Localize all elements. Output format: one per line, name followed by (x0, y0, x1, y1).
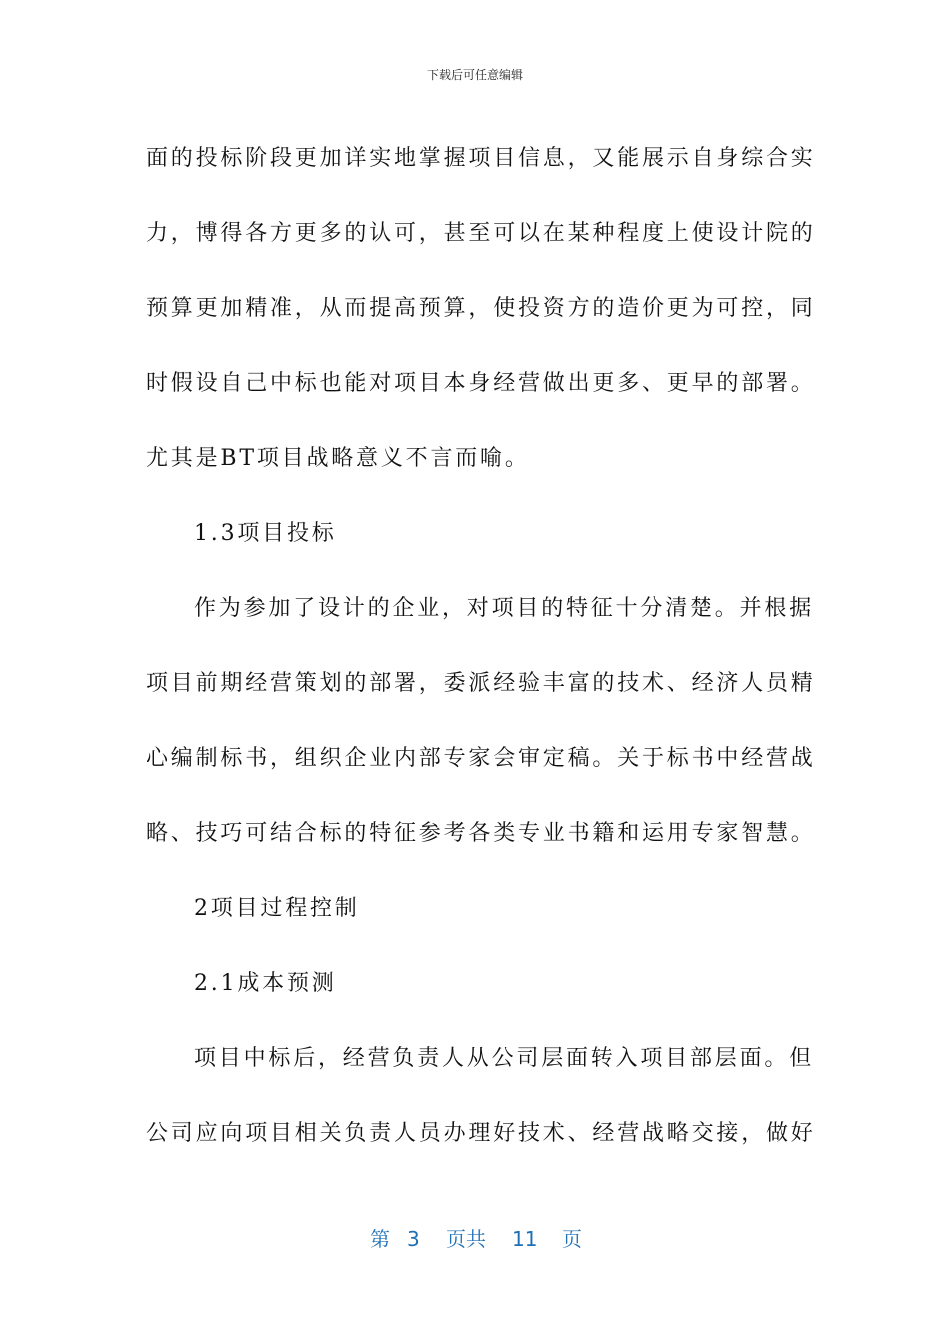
paragraph-line: 心编制标书，组织企业内部专家会审定稿。关于标书中经营战 (146, 746, 816, 771)
paragraph-line: 力，博得各方更多的认可，甚至可以在某种程度上使设计院的 (146, 221, 816, 246)
paragraph-line: 作为参加了设计的企业，对项目的特征十分清楚。并根据 (194, 596, 815, 621)
paragraph-line: 面的投标阶段更加详实地掌握项目信息，又能展示自身综合实 (146, 146, 816, 171)
current-page-number: 3 (407, 1227, 420, 1251)
section-heading-1-3: 1.3项目投标 (194, 521, 337, 546)
paragraph-line: 时假设自己中标也能对项目本身经营做出更多、更早的部署。 (146, 371, 816, 396)
section-heading-2-1: 2.1成本预测 (194, 971, 337, 996)
paragraph-line: 公司应向项目相关负责人员办理好技术、经营战略交接，做好 (146, 1121, 816, 1146)
total-page-count: 11 (512, 1227, 538, 1251)
paragraph-line: 尤其是BT项目战略意义不言而喻。 (146, 446, 530, 471)
section-heading-2: 2项目过程控制 (194, 896, 360, 921)
page-header: 下载后可任意编辑 (426, 68, 523, 82)
footer-middle: 页共 (446, 1227, 486, 1251)
footer-suffix: 页 (562, 1227, 582, 1251)
paragraph-line: 项目中标后，经营负责人从公司层面转入项目部层面。但 (194, 1046, 815, 1071)
paragraph-line: 略、技巧可结合标的特征参考各类专业书籍和运用专家智慧。 (146, 821, 816, 846)
document-body (146, 121, 816, 1171)
footer-prefix: 第 (370, 1227, 390, 1251)
page-footer (0, 1224, 950, 1254)
paragraph-line: 预算更加精准，从而提高预算，使投资方的造价更为可控，同 (146, 296, 816, 321)
paragraph-line: 项目前期经营策划的部署，委派经验丰富的技术、经济人员精 (146, 671, 816, 696)
